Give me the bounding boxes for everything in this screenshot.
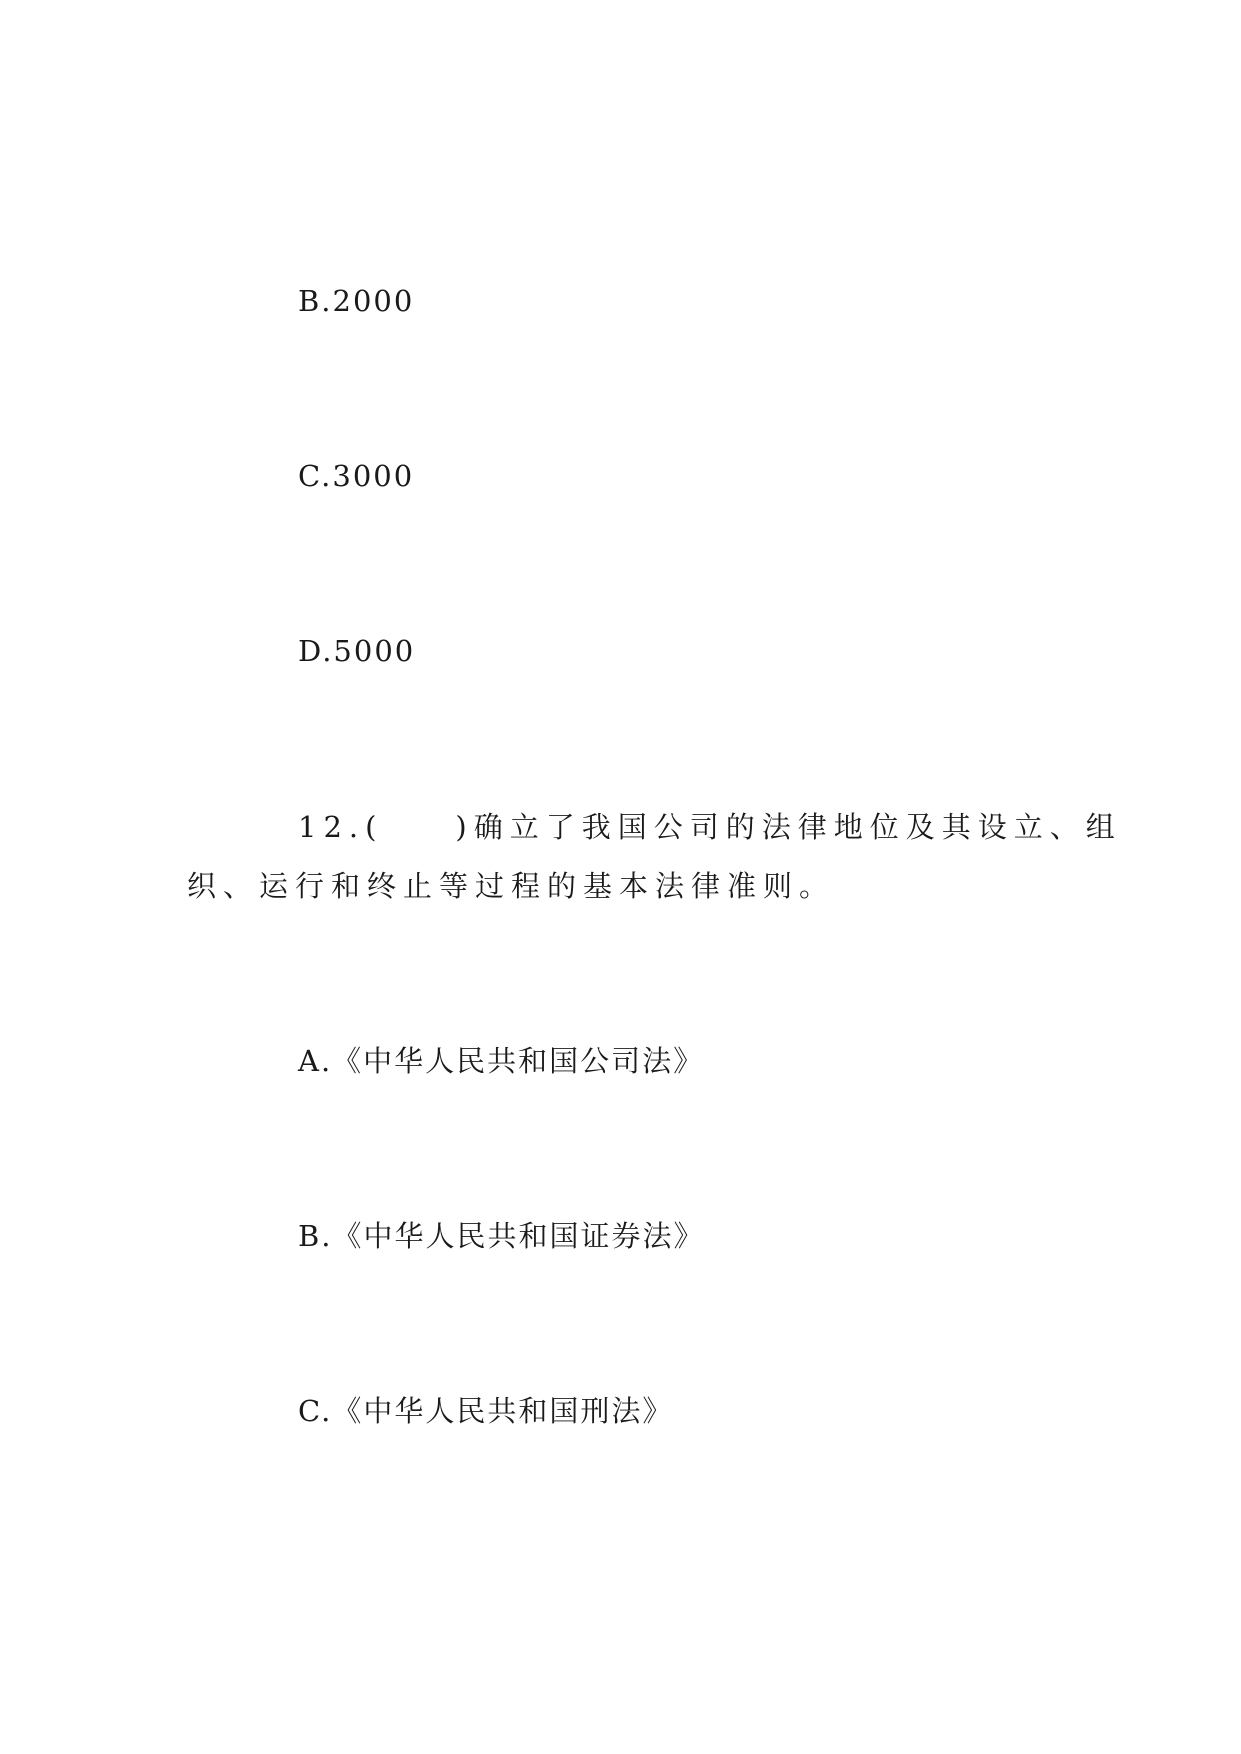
option-c-previous: C.3000 — [298, 459, 415, 493]
option-c-q12: C.《中华人民共和国刑法》 — [298, 1394, 674, 1428]
option-d-previous: D.5000 — [298, 634, 416, 668]
option-b-q12: B.《中华人民共和国证券法》 — [298, 1219, 705, 1253]
option-a-q12: A.《中华人民共和国公司法》 — [298, 1044, 705, 1078]
question-12-text-line-2: 织、运行和终止等过程的基本法律准则。 — [187, 869, 836, 903]
question-12-text-line-1: 12.( )确立了我国公司的法律地位及其设立、组 — [298, 810, 1122, 844]
option-b-previous: B.2000 — [298, 284, 415, 318]
